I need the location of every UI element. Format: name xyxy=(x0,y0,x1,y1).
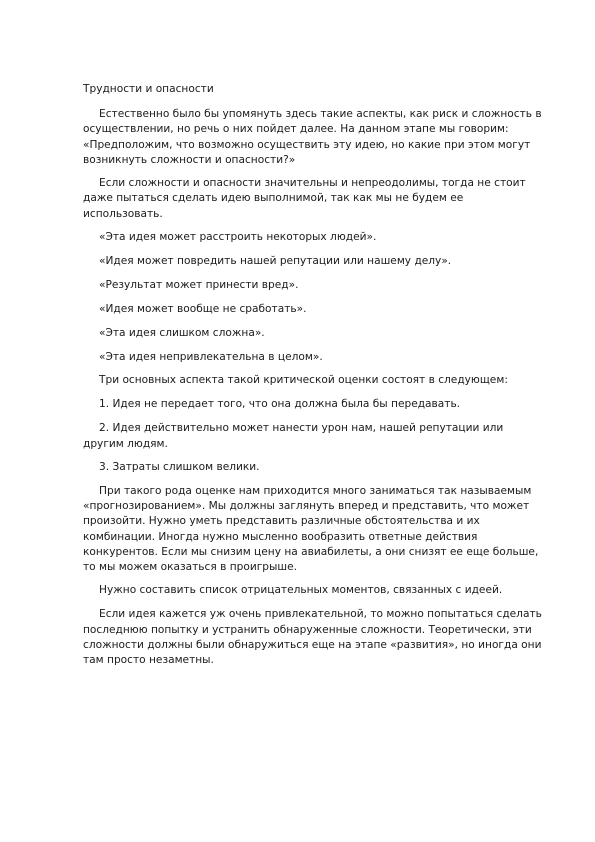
quote-too-complex: «Эта идея слишком сложна». xyxy=(99,326,265,339)
quote-harm: «Результат может принести вред». xyxy=(99,278,299,291)
paragraph-difficulties: Если сложности и опасности значительны и непреодолимы, тогда не стоит даже пытаться сделать идею выполнимой, так как мы не будем ее использовать. xyxy=(83,177,526,220)
paragraph-forecasting: При такого рода оценке нам приходится много заниматься так называемым «прогнозированием». Мы должны заглянуть вперед и представить, что может произойти. Нужно уметь представить различные обстоятельства и их комбинации. Иногда нужно мысленно вообразить ответные действия конкурентов. Если мы снизим цену на авиабилеты, а они снизят ее еще больше, то мы можем оказаться в проигрыше. xyxy=(83,484,539,574)
paragraph-negative-list: Нужно составить список отрицательных моментов, связанных с идеей. xyxy=(99,584,503,597)
paragraph-intro: Естественно было бы упомянуть здесь такие аспекты, как риск и сложность в осуществлении, но речь о них пойдет далее. На данном этапе мы говорим: «Предположим, что возможно осуществить эту идею, но какие при этом могут возникнуть сложности и опасности?» xyxy=(83,108,542,166)
list-item-3: 3. Затраты слишком велики. xyxy=(99,460,260,473)
quote-unattractive: «Эта идея непривлекательна в целом». xyxy=(99,350,323,363)
quote-not-work: «Идея может вообще не сработать». xyxy=(99,302,307,315)
quote-damage-reputation: «Идея может повредить нашей репутации или нашему делу». xyxy=(99,254,452,267)
paragraph-three-aspects: Три основных аспекта такой критической оценки состоят в следующем: xyxy=(99,374,508,387)
paragraph-final-attempt: Если идея кажется уж очень привлекательной, то можно попытаться сделать последнюю попытку и устранить обнаруженные сложности. Теоретически, эти сложности должны были обнаружиться еще на этапе «развития», но иногда они там просто незаметны. xyxy=(83,608,542,667)
document-title: Трудности и опасности xyxy=(83,83,214,95)
list-item-2: 2. Идея действительно может нанести урон нам, нашей репутации или другим людям. xyxy=(83,422,504,450)
quote-upset-people: «Эта идея может расстроить некоторых людей». xyxy=(99,231,377,244)
list-item-1: 1. Идея не передает того, что она должна была бы передавать. xyxy=(99,398,461,411)
